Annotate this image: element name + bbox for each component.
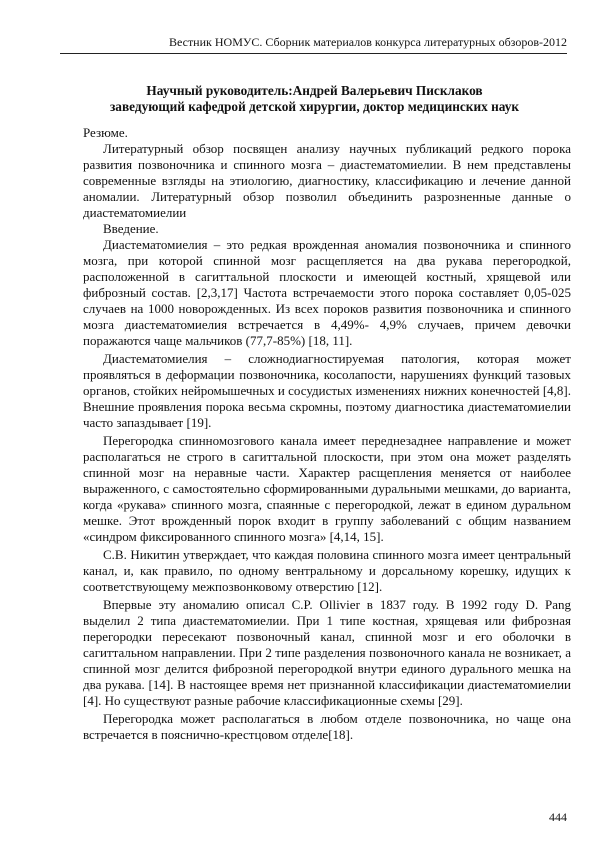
header-divider <box>60 53 567 54</box>
body-paragraph: Перегородка спинномозгового канала имеет переднезаднее направление и может располагаться не строго в сагиттальной плоскости, при этом она может разделять спинной мозг на неравные части. Характер расщепления меняется от наиболее выраженного, с самостоятельно сформированными дуральными мешками, до варианта, когда «рукава» спинного мозга, спаянные с перегородкой, лежат в едином дуральном мешке. Этот врожденный порок входит в группу заболеваний с общим названием «синдром фиксированного спинного мозга» [4,14, 15]. <box>83 433 571 544</box>
body-paragraph: Впервые эту аномалию описал C.P. Ollivier в 1837 году. В 1992 году D. Pang выделил 2 типа диастематомиелии. При 1 типе костная, хрящевая или фиброзная перегородки пересекают позвоночный канал, спинной мозг и его оболочки в сагиттальном направлении. При 2 типе разделения позвоночного канала не возникает, а спинной мозг делится фиброзной перегородкой внутри единого дурального мешка на два рукава. [14]. В настоящее время нет признанной классификации диастематомиелии [4]. Но существуют разные рабочие классификационные схемы [29]. <box>83 597 571 708</box>
summary-heading: Резюме. <box>83 125 128 140</box>
running-header: Вестник НОМУС. Сборник материалов конкурса литературных обзоров-2012 <box>168 35 567 49</box>
supervisor-name-line: Научный руководитель:Андрей Валерьевич Писклаков <box>146 83 483 98</box>
article-body <box>83 125 571 743</box>
body-paragraph: Диастематомиелия – сложнодиагностируемая патология, которая может проявляться в деформации позвоночника, косолапости, нарушениях функций тазовых органов, стойких нейромышечных и сосудистых изменениях нижних конечностей [4,8]. Внешние проявления порока весьма скромны, поэтому диагностика диастематомиелии часто запаздывает [19]. <box>83 351 571 430</box>
body-paragraph: Перегородка может располагаться в любом отделе позвоночника, но чаще она встречается в пояснично-крестцовом отделе[18]. <box>83 711 571 742</box>
body-paragraph: Диастематомиелия – это редкая врожденная аномалия позвоночника и спинного мозга, при которой спинной мозг расщепляется на два рукава перегородкой, расположенной в сагиттальной плоскости и имеющей костный, хрящевой или фиброзный состав. [2,3,17] Частота встречаемости этого порока составляет 0,05-025 случаев на 1000 новорожденных. Из всех пороков развития позвоночника и спинного мозга диастематомиелия встречается в 4,49%- 4,9% случаев, причем девочки поражаются чаще мальчиков (77,7-85%) [18, 11]. <box>83 237 571 348</box>
page-number: 444 <box>549 810 567 824</box>
summary-paragraph: Литературный обзор посвящен анализу научных публикаций редкого порока развития позвоночника и спинного мозга – диастематомиелии. В нем представлены современные взгляды на этиологию, диагностику, классификацию и лечение данной аномалии. Литературный обзор позволил объединить разрозненные данные о диастематомиелии <box>83 141 571 220</box>
intro-heading: Введение. <box>103 221 159 236</box>
supervisor-block <box>70 83 559 115</box>
supervisor-position-line: заведующий кафедрой детской хирургии, доктор медицинских наук <box>109 99 520 114</box>
body-paragraph: С.В. Никитин утверждает, что каждая половина спинного мозга имеет центральный канал, и, как правило, по одному вентральному и дорсальному корешку, идущих к соответствующему межпозвонковому отверстию [12]. <box>83 547 571 594</box>
